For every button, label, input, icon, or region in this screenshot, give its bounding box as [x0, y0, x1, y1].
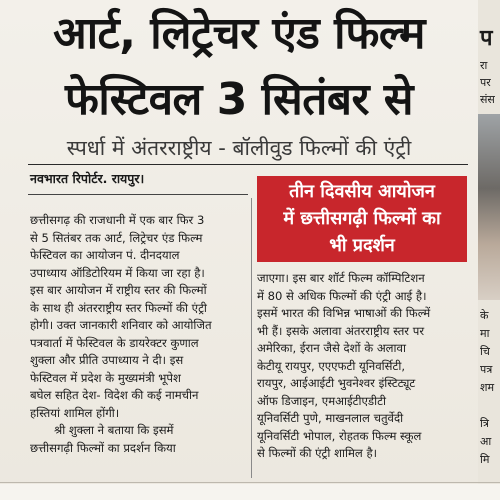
text-line: अमेरिका, ईरान जैसे देशों के अलावा	[257, 341, 406, 355]
text-line: से फिल्मों की एंट्री शामिल है।	[257, 446, 377, 460]
adjacent-photo	[478, 114, 500, 300]
adjacent-text-fragment: आ	[480, 435, 492, 448]
text-line: के साथ ही अंतरराष्ट्रीय स्तर फिल्मों की एंट्री	[30, 300, 207, 315]
article-column-2	[257, 270, 469, 463]
text-line: में 80 से अधिक फिल्मों की एंट्री आई है।	[257, 288, 427, 303]
text-line: होगी। उक्त जानकारी शनिवार को आयोजित	[30, 318, 212, 332]
text-line: यूनिवर्सिटी पुणे, माखनलाल चतुर्वेदी	[257, 411, 404, 425]
text-line: बघेल सहित देश- विदेश की कई नामचीन	[30, 388, 199, 402]
highlight-box	[257, 176, 467, 262]
text-line: भी हैं। इसके अलावा अंतरराष्ट्रीय स्तर पर	[257, 323, 425, 338]
adjacent-text-fragment: शम	[480, 381, 495, 394]
adjacent-text-fragment: संस	[480, 93, 495, 106]
adjacent-text-fragment: मि	[480, 453, 490, 466]
headline-line-1: आर्ट, लिट्रेचर एंड फिल्म	[53, 8, 425, 59]
text-line: यूनिवर्सिटी भोपाल, रोहतक फिल्म स्कूल	[257, 428, 422, 443]
byline-divider	[28, 194, 248, 195]
text-line: फेस्टिवल में प्रदेश के मुख्यमंत्री भूपेश	[30, 370, 181, 385]
text-line: उपाध्याय ऑडिटोरियम में किया जा रहा है।	[30, 265, 205, 280]
adjacent-headline-fragment: प	[480, 26, 493, 51]
adjacent-text-fragment: के	[480, 309, 489, 322]
text-line: ऑफ डिजाइन, एमआईटीएडीटी	[257, 393, 386, 408]
text-line: इस बार आयोजन में राष्ट्रीय स्तर की फिल्मों	[30, 283, 207, 297]
text-line: छत्तीसगढ़ी फिल्मों का प्रदर्शन किया	[30, 440, 176, 455]
adjacent-text-fragment: पर	[480, 76, 491, 89]
divider	[28, 164, 468, 165]
text-line: पत्रवार्ता में फेस्टिवल के डायरेक्टर कुणाल	[30, 335, 199, 350]
text-line: शुक्ला और प्रीति उपाध्याय ने दी। इस	[30, 353, 184, 367]
column-separator	[251, 198, 252, 478]
highlight-box-line: में छत्तीसगढ़ी फिल्मों का	[283, 208, 441, 229]
text-line: से 5 सितंबर तक आर्ट, लिट्रेचर एंड फिल्म	[30, 230, 203, 245]
headline-line-2: फेस्टिवल 3 सितंबर से	[64, 74, 414, 125]
adjacent-text-fragment: मा	[480, 327, 490, 340]
highlight-box-line: तीन दिवसीय आयोजन	[289, 181, 435, 202]
adjacent-text-fragment: चि	[480, 345, 490, 358]
adjacent-text-fragment: त्रि	[480, 417, 489, 430]
text-line: केटीयू रायपुर, एएएफटी यूनिवर्सिटी,	[257, 358, 406, 373]
adjacent-text-fragment: पत्र	[480, 363, 493, 376]
text-line: श्री शुक्ला ने बताया कि इसमें	[54, 423, 174, 437]
article-column-1	[30, 212, 246, 457]
highlight-box-line: भी प्रदर्शन	[329, 235, 395, 256]
adjacent-text-fragment: रा	[480, 59, 488, 72]
text-line: छत्तीसगढ़ की राजधानी में एक बार फिर 3	[30, 213, 205, 227]
text-line: जाएगा। इस बार शॉर्ट फिल्म कॉम्पिटिशन	[257, 271, 425, 285]
text-line: हस्तियां शामिल होंगी।	[30, 405, 120, 420]
text-line: रायपुर, आईआईटी भुवनेश्वर इंस्टिट्यूट	[257, 376, 416, 390]
next-article-headline-cropped	[0, 484, 500, 500]
bottom-divider	[0, 482, 500, 483]
subheadline: स्पर्धा में अंतरराष्ट्रीय - बॉलीवुड फिल्मों की एंट्री	[66, 136, 412, 160]
byline: नवभारत रिपोर्टर. रायपुर।	[30, 171, 145, 186]
text-line: फेस्टिवल का आयोजन पं. दीनदयाल	[30, 248, 180, 262]
text-line: इसमें भारत की विभिन्न भाषाओं की फिल्में	[257, 306, 431, 320]
